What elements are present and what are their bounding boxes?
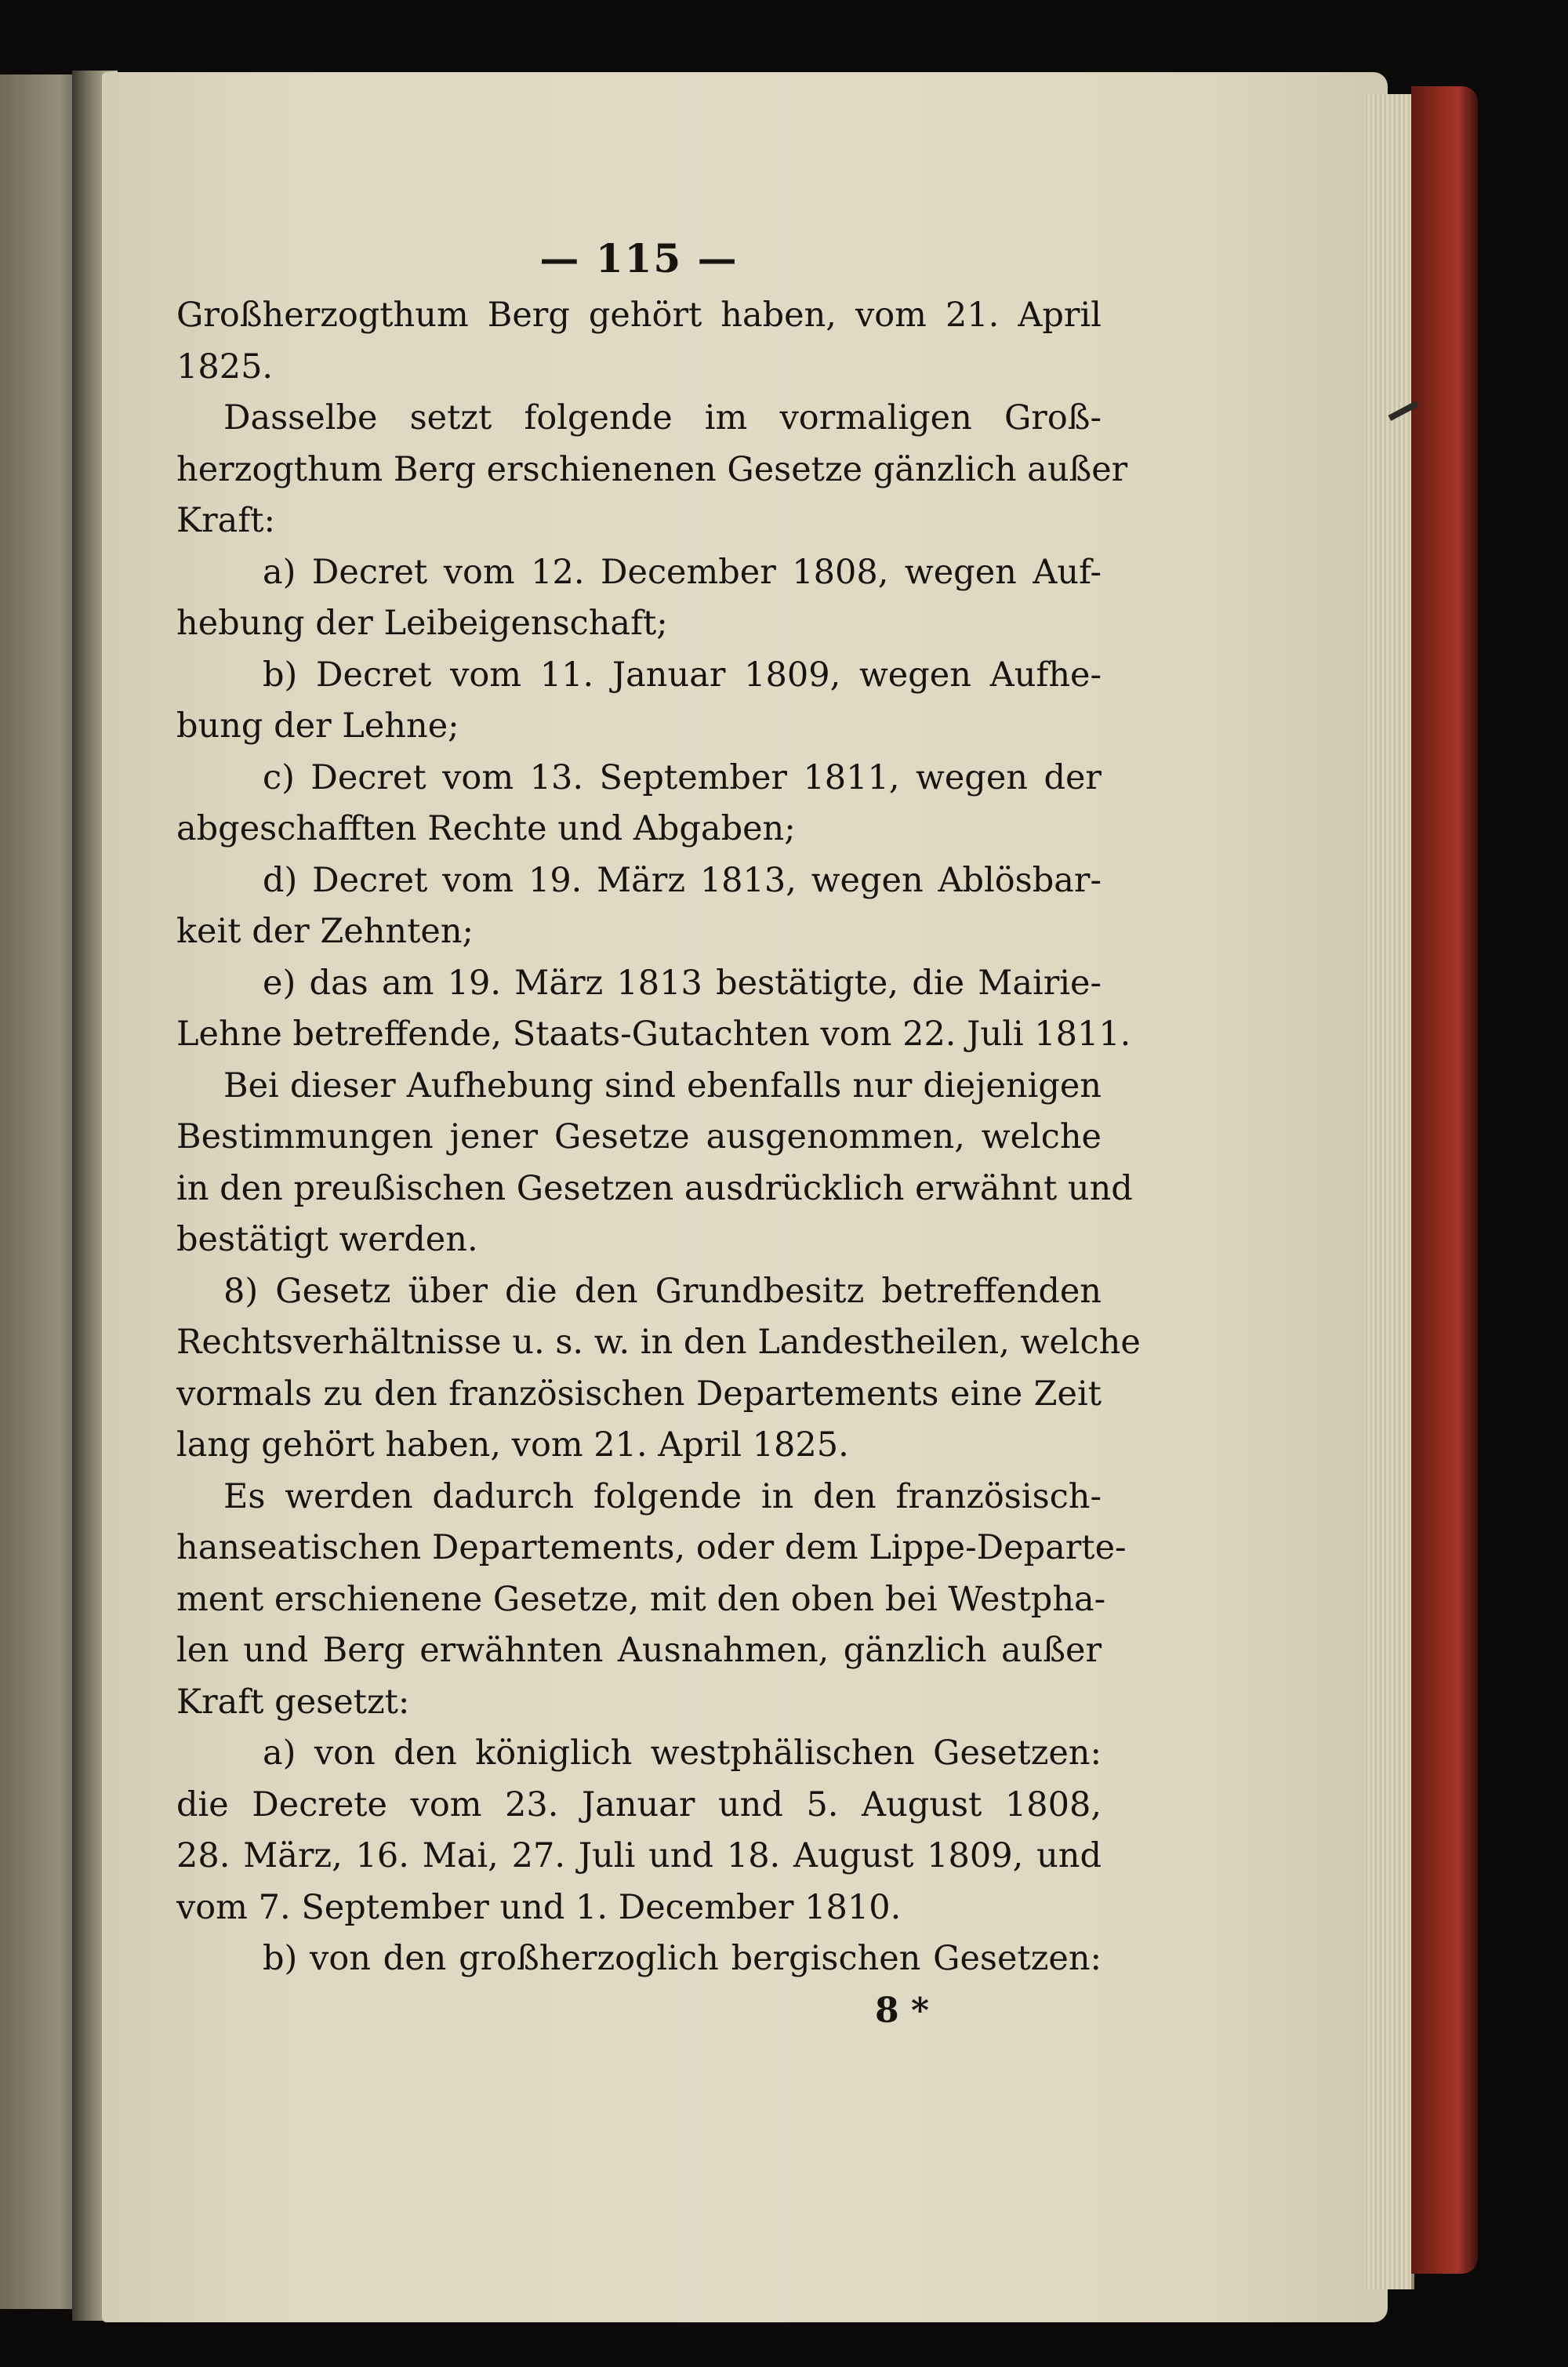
text-line: Kraft gesetzt: [176,1682,410,1722]
text-line: Bei dieser Aufhebung sind ebenfalls nur diejenigen [223,1066,1102,1105]
page-header: — 115 — [539,235,739,281]
text-line: 8) Gesetz über die den Grundbesitz betreffenden [223,1271,1102,1311]
text-line: a) von den königlich westphälischen Gesetzen: [263,1734,1102,1773]
text-line: Bestimmungen jener Gesetze ausgenommen, welche [176,1117,1102,1156]
text-line: c) Decret vom 13. September 1811, wegen der [263,757,1102,797]
signature-mark: 8 * [875,1990,929,2031]
text-line: Kraft: [176,501,275,540]
text-line: hebung der Leibeigenschaft; [176,604,668,643]
text-line: len und Berg erwähnten Ausnahmen, gänzlich außer [176,1631,1102,1670]
page-block-edges [1364,94,1414,2289]
text-line: b) von den großherzoglich bergischen Gesetzen: [263,1939,1102,1978]
text-line: hanseatischen Departements, oder dem Lippe-Departe- [176,1528,1127,1567]
text-line: 28. März, 16. Mai, 27. Juli und 18. August 1809, und [176,1836,1102,1875]
text-line: Rechtsverhältnisse u. s. w. in den Landestheilen, welche [176,1323,1141,1362]
text-line: keit der Zehnten; [176,912,474,951]
text-line: in den preußischen Gesetzen ausdrücklich erwähnt und [176,1168,1133,1208]
text-line: Großherzogthum Berg gehört haben, vom 21. April [176,296,1102,335]
text-line: 1825. [176,347,274,387]
text-line: vom 7. September und 1. December 1810. [176,1887,902,1927]
text-line: die Decrete vom 23. Januar und 5. August 1808, [176,1784,1102,1824]
text-line: ment erschienene Gesetze, mit den oben bei Westpha- [176,1579,1106,1619]
text-line: a) Decret vom 12. December 1808, wegen Auf- [263,552,1102,592]
text-line: Es werden dadurch folgende in den französisch- [223,1476,1102,1516]
text-line: herzogthum Berg erschienenen Gesetze gänzlich außer [176,449,1128,489]
red-book-cover [1411,86,1478,2274]
body-text [176,290,1141,1985]
page-text [176,227,1141,2036]
text-line: bung der Lehne; [176,706,459,746]
text-line: vormals zu den französischen Departements eine Zeit [176,1374,1102,1414]
text-line: d) Decret vom 19. März 1813, wegen Ablösbar- [263,860,1102,900]
text-line: bestätigt werden. [176,1220,478,1259]
text-line: abgeschafften Rechte und Abgaben; [176,809,796,848]
text-line: lang gehört haben, vom 21. April 1825. [176,1425,849,1465]
text-line: e) das am 19. März 1813 bestätigte, die Mairie- [263,963,1102,1003]
text-line: b) Decret vom 11. Januar 1809, wegen Aufhe- [263,655,1102,695]
text-line: Lehne betreffende, Staats-Gutachten vom 22. Juli 1811. [176,1015,1131,1054]
text-line: Dasselbe setzt folgende im vormaligen Groß- [223,398,1102,437]
